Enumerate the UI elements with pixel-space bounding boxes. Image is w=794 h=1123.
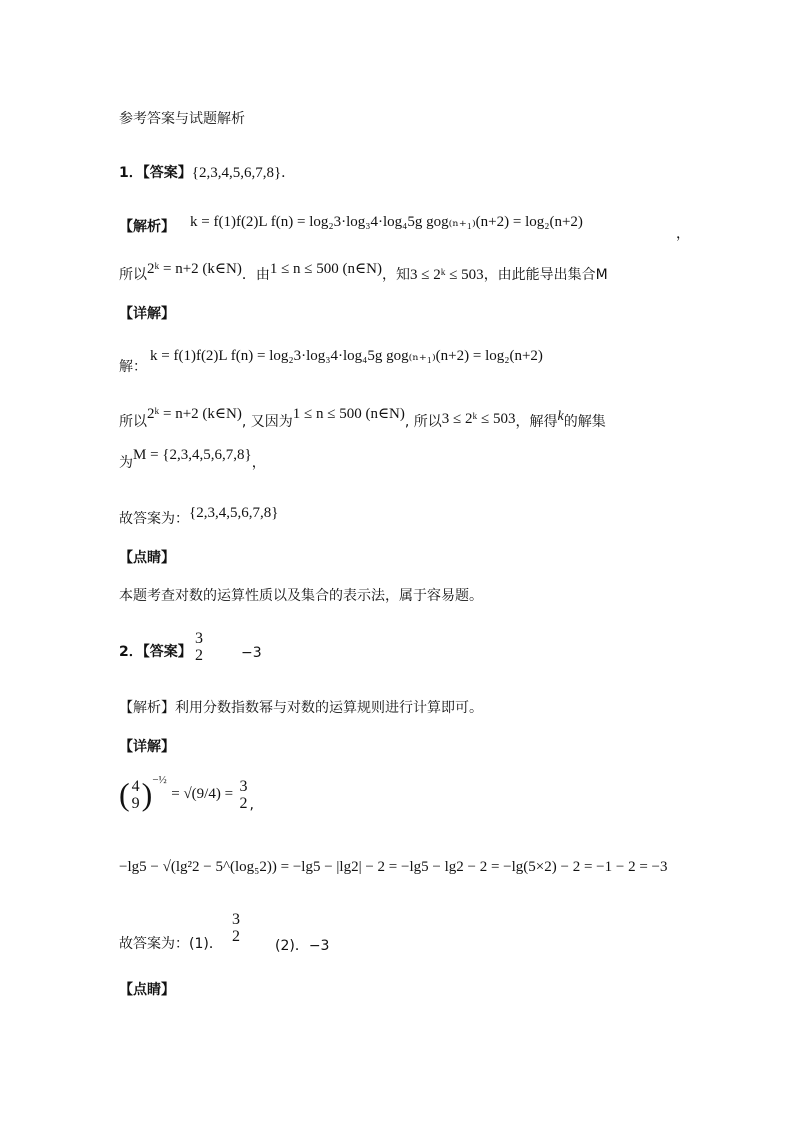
q1-line2-end: 的解集 (563, 414, 606, 430)
q2-eq1-base-den: 9 (131, 794, 140, 812)
q2-eq1-mid: = √(9/4) = (171, 786, 234, 802)
q1-line2-f1: 2ᵏ = n+2 (k∈N) (147, 406, 242, 422)
q1-analysis-end: ， (676, 226, 690, 242)
q2-eq1-res-num: 3 (239, 777, 248, 795)
right-paren: ) (141, 776, 153, 812)
q2-eq1-base (130, 778, 142, 812)
q1-line2-also: , 又因为 (241, 414, 293, 430)
q2-eq1-end: , (249, 797, 254, 813)
q1-answer-set: {2,3,4,5,6,7,8} (191, 165, 282, 181)
q1-detail-tag (119, 304, 175, 324)
q2-analysis: 【解析】利用分数指数幂与对数的运算规则进行计算即可。 (119, 700, 483, 716)
q1-conclude: ，由此能导出集合M (483, 267, 608, 283)
q2-eq1-res-den: 2 (239, 794, 248, 812)
q1-final-line (119, 505, 279, 529)
q1-line3-wei: 为 (119, 455, 133, 471)
q2-final-num: 3 (232, 911, 240, 928)
q2-final-den: 2 (232, 928, 240, 945)
q2-detail-tag-line (119, 737, 175, 757)
q1-comment: 本题考查对数的运算性质以及集合的表示法，属于容易题。 (119, 588, 483, 604)
q2-answer-part2: −3 (241, 645, 262, 661)
q1-analysis-tag: 【解析】 (119, 219, 175, 235)
q1-line2-f2: 1 ≤ n ≤ 500 (n∈N) (292, 406, 405, 422)
q2-answer-num: 3 (195, 630, 203, 647)
q1-final-text: 故答案为： (119, 511, 189, 527)
q1-know: ，知 (381, 267, 410, 283)
q1-line2-so2: , 所以 (404, 414, 442, 430)
q1-answer-line (119, 163, 295, 183)
page-heading: 参考答案与试题解析 (119, 111, 245, 127)
q1-final-formula: {2,3,4,5,6,7,8} (189, 505, 279, 521)
q1-comment-tag: 【点睛】 (119, 550, 175, 566)
q2-answer-line (119, 642, 192, 662)
q2-eq2: −lg5 − √(lg²2 − 5^(log₅2)) = −lg5 − |lg2| − 2 = −lg5 − lg2 − 2 = −lg(5×2) − 2 = −1 − 2 = −3 (119, 859, 668, 875)
q1-answer-end: ． (281, 165, 296, 181)
q1-detail-label: 【详解】 (119, 306, 175, 322)
q2-eq1 (119, 776, 254, 826)
q1-analysis-formula: k = f(1)f(2)L f(n) = log₂3·log₃4·log₄5g gog₍ₙ₊₁₎(n+2) = log₂(n+2) (190, 214, 583, 230)
q1-line2-f3: 3 ≤ 2ᵏ ≤ 503 (441, 411, 516, 427)
q1-so-line (119, 261, 608, 285)
q2-eq1-result (238, 778, 250, 812)
q2-detail-tag: 【详解】 (119, 739, 175, 755)
q2-answer-den: 2 (195, 647, 203, 664)
q2-comment-tag: 【点睛】 (119, 982, 175, 998)
q2-label: 2．【答案】 (119, 644, 192, 660)
q1-analysis-tag-line (119, 217, 175, 237)
q2-final-frac (230, 911, 242, 945)
q1-label: 1．【答案】 (119, 165, 192, 181)
q1-line3 (119, 447, 266, 473)
q2-eq1-base-num: 4 (131, 777, 140, 795)
q2-eq1-exp: −½ (152, 774, 167, 786)
q2-answer-fraction (193, 630, 205, 664)
q1-line2-so: 所以 (119, 414, 147, 430)
q1-line2-k: k (557, 409, 564, 424)
q1-comment-tag-line (119, 548, 175, 568)
q2-final-part2: (2)．−3 (275, 938, 330, 954)
q1-line3-end: ， (251, 455, 266, 471)
q1-line2 (119, 406, 606, 433)
q2-comment-tag-line (119, 980, 175, 1000)
q1-sol-formula: k = f(1)f(2)L f(n) = log₂3·log₃4·log₄5g gog₍ₙ₊₁₎(n+2) = log₂(n+2) (150, 348, 543, 364)
q1-know-formula: 3 ≤ 2ᵏ ≤ 503 (409, 267, 484, 283)
q1-line2-solve: ，解得 (515, 414, 558, 430)
q2-final-fraction (230, 911, 242, 945)
q1-so-text: 所以 (119, 267, 147, 283)
q1-so-formula: 2ᵏ = n+2 (k∈N) (147, 261, 242, 277)
q1-period-by: ．由 (241, 267, 270, 283)
left-paren: ( (119, 776, 130, 812)
q2-answer-frac (193, 630, 205, 664)
q2-final-text: 故答案为：(1)． (119, 936, 223, 952)
q1-range-formula: 1 ≤ n ≤ 500 (n∈N) (269, 261, 382, 277)
q1-line3-formula: M = {2,3,4,5,6,7,8} (133, 447, 252, 463)
q1-sol-prefix: 解： (119, 359, 147, 375)
